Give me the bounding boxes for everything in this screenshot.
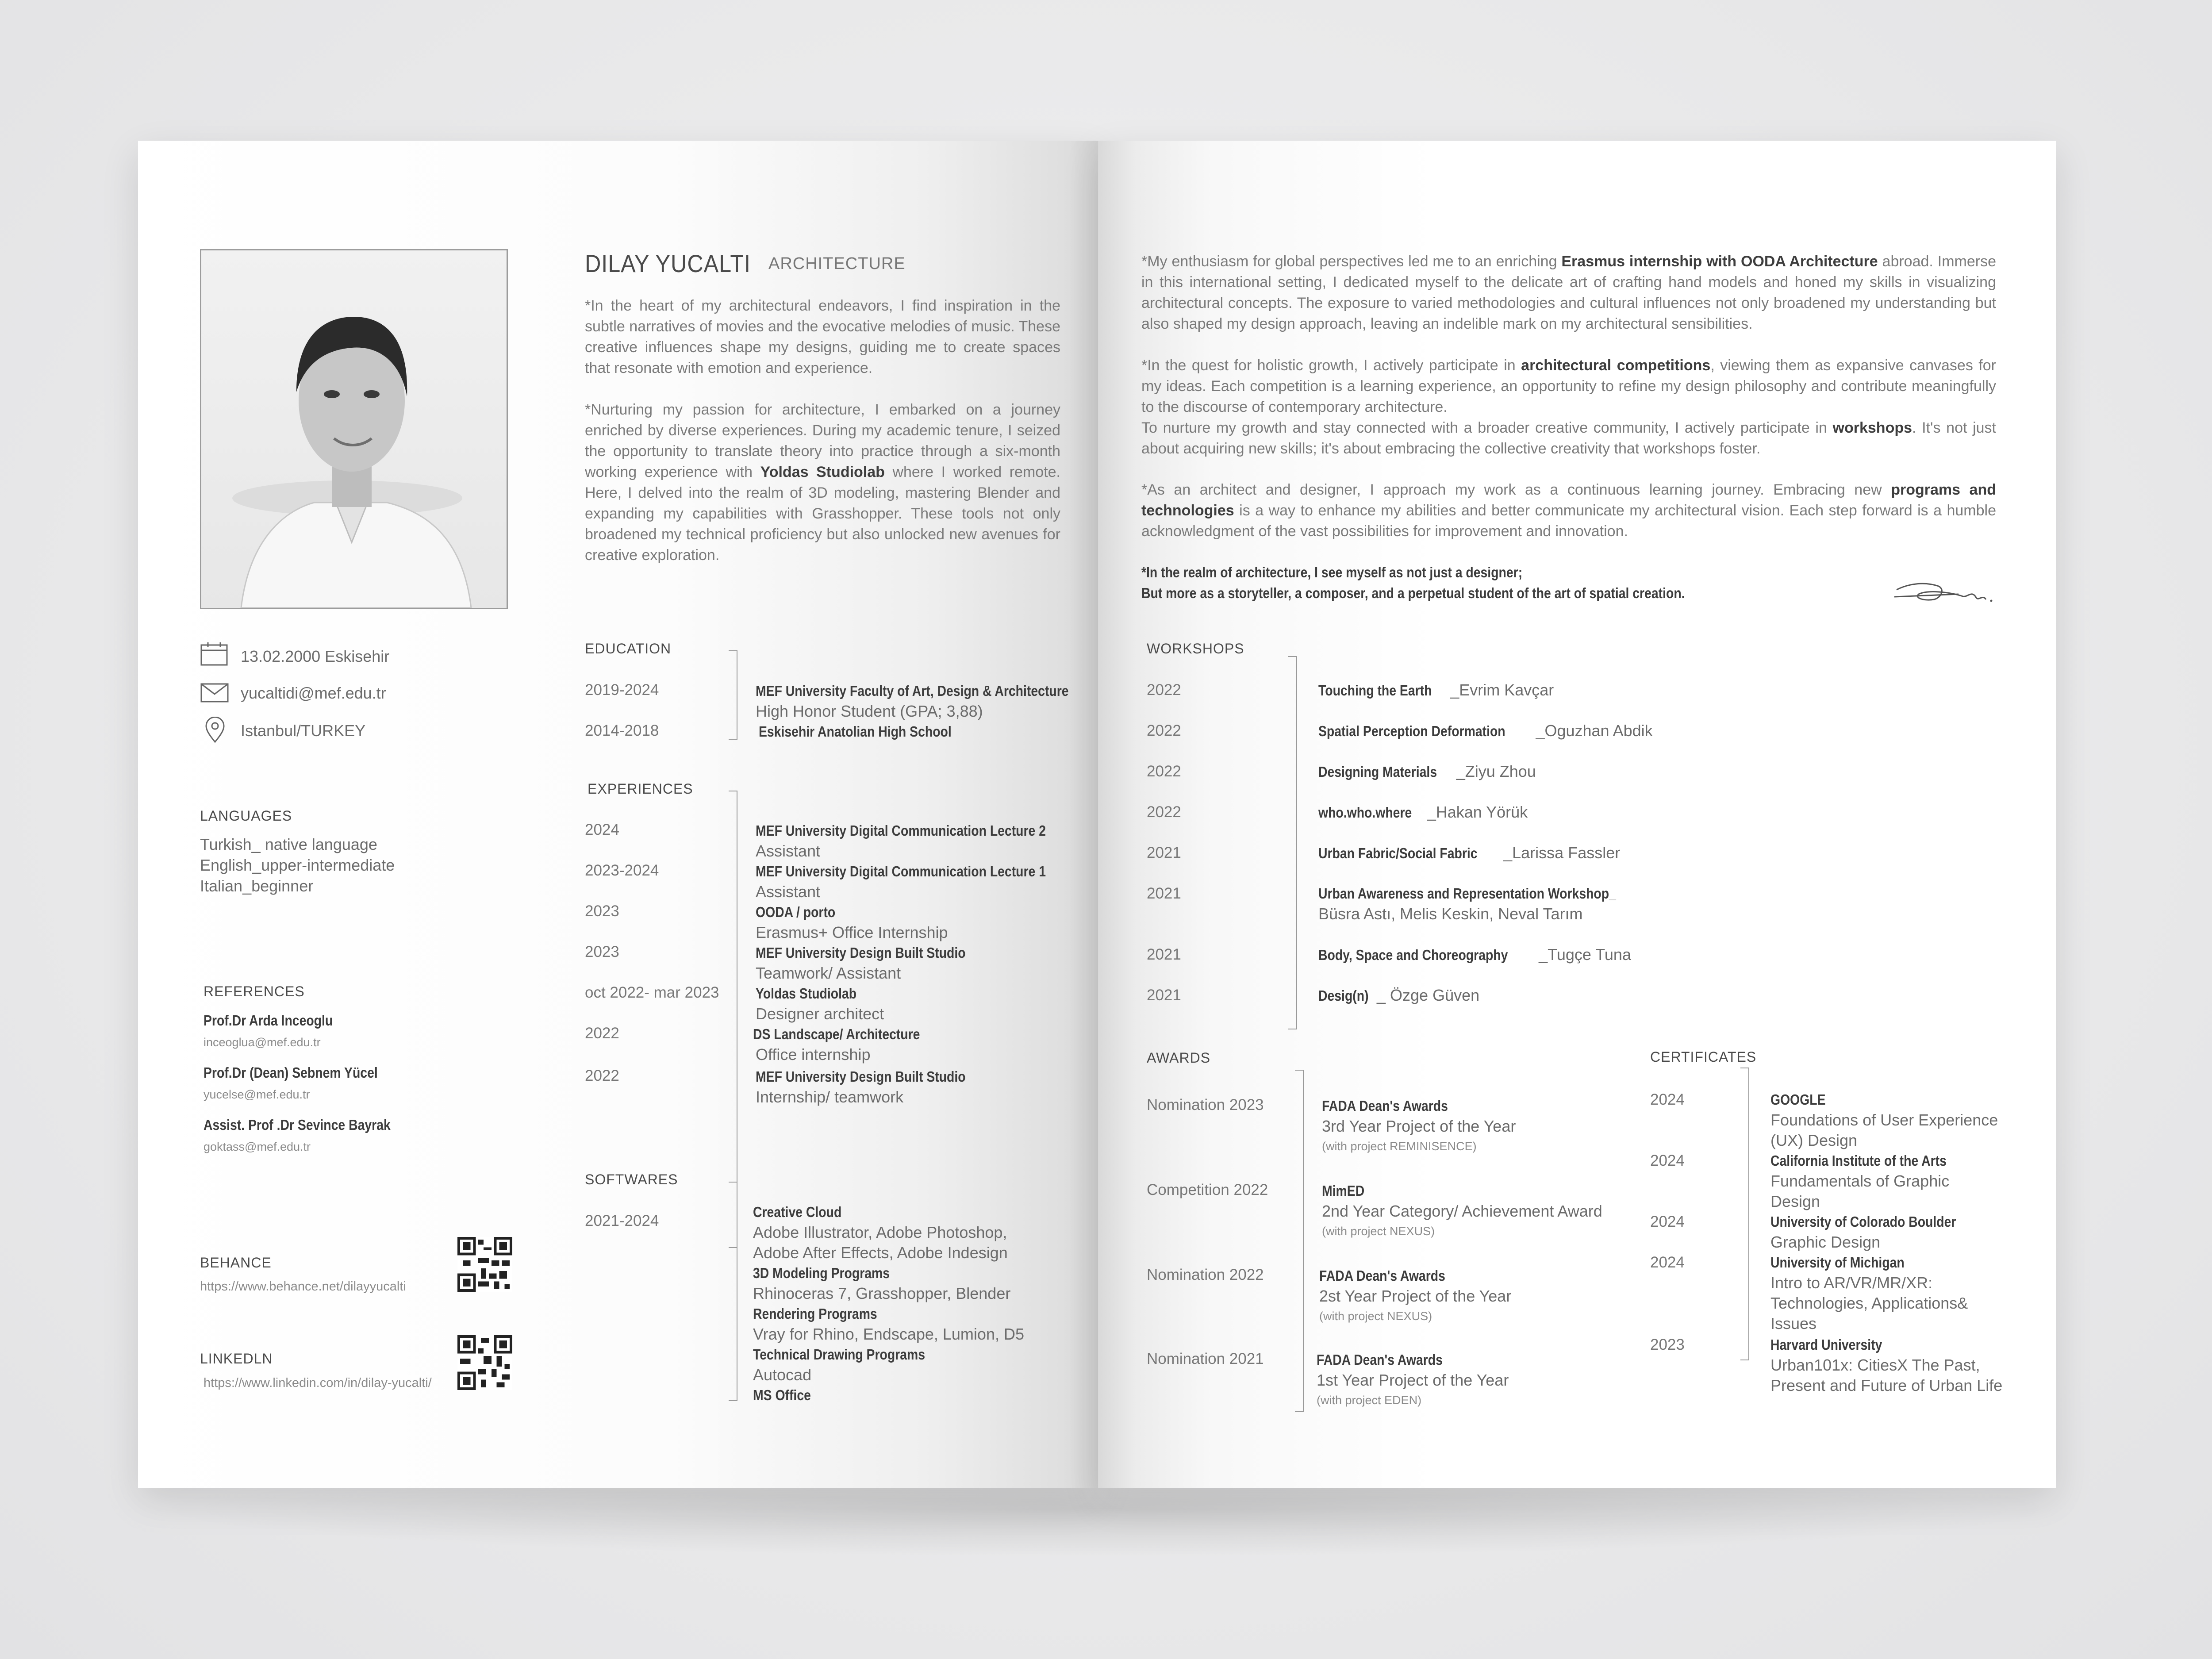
exp-sub-4: Teamwork/ Assistant: [756, 964, 901, 982]
awards-bracket: [1295, 1070, 1304, 1412]
cert-title-2: California Institute of the Arts: [1770, 1152, 1947, 1169]
exp-sub-2: Assistant: [756, 883, 821, 901]
workshop-6-person: Büsra Astı, Melis Keskin, Neval Tarım: [1318, 905, 1583, 923]
cert-title-4: University of Michigan: [1770, 1254, 1905, 1271]
right-p3c: is a way to enhance my abilities and better communicate my architectural vision. Each step forward is a humble acknowledgment of the vast possibilities for improvement and innovation.: [1141, 502, 1996, 540]
software-group-4-title: Technical Drawing Programs: [753, 1346, 926, 1363]
cert-line-3-1: Graphic Design: [1770, 1233, 1881, 1251]
workshop-1: [1318, 680, 1554, 701]
award-title-4: FADA Dean's Awards: [1317, 1352, 1443, 1368]
award-sub-3: 2st Year Project of the Year: [1319, 1287, 1512, 1305]
workshop-5-title: Urban Fabric/Social Fabric: [1318, 845, 1478, 861]
award-sub-4: 1st Year Project of the Year: [1317, 1371, 1509, 1389]
right-p1c: abroad. Immerse in this international setting, I dedicated myself to the delicate art of crafting hand models and honed my skills in visualizing architectural concepts. The exposure to varied methodologies and cultural influences not only broadened my understanding but also shaped my design approach, leaving an indelible mark on my architectural sensibilities.: [1141, 253, 1996, 332]
workshop-3-title: Designing Materials: [1318, 764, 1437, 780]
workshop-4-title: who.who.where: [1318, 804, 1412, 821]
workshop-year-3: 2022: [1147, 763, 1181, 780]
award-note-2: (with project NEXUS): [1322, 1225, 1435, 1238]
software-group-1-title: Creative Cloud: [753, 1204, 842, 1220]
award-year-2: Competition 2022: [1147, 1181, 1268, 1198]
education-heading: EDUCATION: [585, 641, 672, 657]
cert-line-4-2: Technologies, Applications&: [1770, 1294, 1968, 1312]
right-p1b: Erasmus internship with OODA Architecture: [1561, 253, 1878, 270]
software-group-3-title: Rendering Programs: [753, 1306, 877, 1322]
workshop-2: [1318, 720, 1653, 741]
reference-1-email[interactable]: inceoglua@mef.edu.tr: [204, 1036, 321, 1049]
softwares-year: 2021-2024: [585, 1212, 659, 1229]
cert-title-3: University of Colorado Boulder: [1770, 1214, 1956, 1230]
cert-title-5: Harvard University: [1770, 1336, 1882, 1353]
workshop-8: [1318, 985, 1479, 1006]
workshop-2-title: Spatial Perception Deformation: [1318, 723, 1505, 739]
award-year-1: Nomination 2023: [1147, 1096, 1264, 1114]
workshop-year-2: 2022: [1147, 722, 1181, 739]
linkedin-qr-code-icon[interactable]: [457, 1335, 512, 1390]
workshop-1-person: _Evrim Kavçar: [1450, 681, 1554, 699]
language-1: Turkish_ native language: [200, 835, 377, 853]
right-p3b: programs and technologies: [1141, 481, 1997, 519]
language-2: English_upper-intermediate: [200, 856, 395, 874]
cert-year-5: 2023: [1650, 1336, 1685, 1353]
right-paragraph-1: [1141, 251, 1996, 334]
linkedin-url[interactable]: https://www.linkedin.com/in/dilay-yucalti/: [204, 1376, 432, 1390]
reference-3-name: Assist. Prof .Dr Sevince Bayrak: [204, 1117, 391, 1133]
cert-line-4-1: Intro to AR/VR/MR/XR:: [1770, 1274, 1933, 1292]
exp-title-3: OODA / porto: [756, 904, 836, 920]
name-title: DILAY YUCALTI: [585, 250, 751, 277]
softwares-heading: SOFTWARES: [585, 1171, 678, 1187]
right-p1a: *My enthusiasm for global perspectives led me to an enriching: [1141, 253, 1562, 270]
softwares-bracket: [729, 1182, 737, 1401]
cert-year-1: 2024: [1650, 1091, 1685, 1108]
exp-title-5: Yoldas Studiolab: [756, 985, 857, 1002]
software-group-1-line-2: Adobe After Effects, Adobe Indesign: [753, 1244, 1008, 1262]
workshop-6-title: Urban Awareness and Representation Workshop_: [1318, 885, 1616, 902]
exp-year-6: 2022: [585, 1025, 619, 1042]
award-year-3: Nomination 2022: [1147, 1266, 1264, 1283]
references-heading: REFERENCES: [204, 983, 305, 999]
right-paragraph-2: [1141, 355, 1996, 459]
cert-line-1-2: (UX) Design: [1770, 1131, 1858, 1149]
right-paragraph-3: [1141, 480, 1996, 542]
language-3: Italian_beginner: [200, 877, 314, 895]
exp-year-1: 2024: [585, 821, 619, 838]
cert-line-5-2: Present and Future of Urban Life: [1770, 1376, 2003, 1394]
education-title-2: Eskisehir Anatolian High School: [759, 723, 952, 740]
location: Istanbul/TURKEY: [241, 722, 366, 740]
reference-3-email[interactable]: goktass@mef.edu.tr: [204, 1140, 311, 1153]
intro-p2c: where I worked remote. Here, I delved into the realm of 3D modeling, mastering Blender and expanding my capabilities with Grasshopper. These tools not only broadened my technical proficiency but also unlocked new avenues for creative exploration.: [585, 464, 1060, 564]
workshop-4-person: _Hakan Yörük: [1427, 803, 1528, 821]
exp-year-7: 2022: [585, 1067, 619, 1084]
workshop-year-6: 2021: [1147, 885, 1181, 902]
intro-p2a: *Nurturing my passion for architecture, I embarked on a journey enriched by diverse experiences. During my academic tenure, I seized the opportunity to translate theory into practice through a six-month working experience with: [585, 401, 1060, 480]
education-year-1: 2019-2024: [585, 681, 659, 699]
location-pin-icon: [204, 717, 226, 745]
exp-sub-1: Assistant: [756, 842, 821, 860]
workshop-7: [1318, 944, 1631, 965]
exp-year-3: 2023: [585, 902, 619, 920]
software-group-2-title: 3D Modeling Programs: [753, 1265, 890, 1281]
behance-url[interactable]: https://www.behance.net/dilayyucalti: [200, 1279, 406, 1294]
experiences-heading: EXPERIENCES: [588, 781, 693, 797]
exp-sub-5: Designer architect: [756, 1005, 884, 1023]
reference-2-name: Prof.Dr (Dean) Sebnem Yücel: [204, 1064, 378, 1081]
workshops-bracket: [1288, 656, 1297, 1029]
intro-paragraph-1: *In the heart of my architectural endeavors, I find inspiration in the subtle narratives of movies and the evocative melodies of music. These creative influences shape my designs, guiding me to create spaces that resonate with emotion and experience.: [585, 297, 1060, 376]
field-title: ARCHITECTURE: [768, 254, 906, 273]
reference-1-name: Prof.Dr Arda Inceoglu: [204, 1012, 333, 1029]
closing-line-1: *In the realm of architecture, I see myself as not just a designer;: [1141, 564, 1523, 580]
cert-line-2-2: Design: [1770, 1192, 1820, 1210]
right-p2a: *In the quest for holistic growth, I actively participate in: [1141, 357, 1521, 374]
certificates-bracket: [1740, 1068, 1749, 1360]
cert-year-2: 2024: [1650, 1152, 1685, 1169]
right-p2d: To nurture my growth and stay connected with a broader creative community, I actively participate in: [1141, 419, 1833, 436]
workshop-year-1: 2022: [1147, 681, 1181, 699]
workshop-year-5: 2021: [1147, 844, 1181, 861]
right-page: [1098, 141, 2056, 1488]
birth-info: 13.02.2000 Eskisehir: [241, 647, 390, 665]
workshops-heading: WORKSHOPS: [1147, 641, 1244, 657]
award-title-3: FADA Dean's Awards: [1319, 1267, 1445, 1284]
exp-year-4: 2023: [585, 943, 619, 960]
award-sub-1: 3rd Year Project of the Year: [1322, 1117, 1516, 1135]
intro-paragraph-2: [585, 399, 1060, 566]
software-group-4-line-1: Autocad: [753, 1366, 812, 1384]
workshop-4: [1318, 802, 1528, 823]
workshop-2-person: _Oguzhan Abdik: [1536, 722, 1653, 740]
workshop-7-person: _Tugçe Tuna: [1539, 945, 1631, 964]
awards-heading: AWARDS: [1147, 1050, 1211, 1066]
right-p2e: workshops: [1832, 419, 1912, 436]
left-page: [138, 141, 1098, 1488]
award-year-4: Nomination 2021: [1147, 1350, 1264, 1367]
certificates-heading: CERTIFICATES: [1650, 1049, 1757, 1065]
workshop-5: [1318, 842, 1620, 864]
education-title-1: MEF University Faculty of Art, Design & Architecture: [756, 683, 1069, 699]
exp-sub-6: Office internship: [756, 1045, 871, 1064]
workshop-8-title: Desig(n): [1318, 987, 1369, 1004]
award-title-2: MimED: [1322, 1183, 1365, 1199]
exp-year-5: oct 2022- mar 2023: [585, 984, 719, 1001]
email[interactable]: yucaltidi@mef.edu.tr: [241, 684, 386, 702]
reference-2-email[interactable]: yucelse@mef.edu.tr: [204, 1088, 310, 1101]
award-note-1: (with project REMINISENCE): [1322, 1140, 1477, 1153]
workshop-year-4: 2022: [1147, 803, 1181, 821]
exp-sub-7: Internship/ teamwork: [756, 1088, 904, 1106]
closing-line-2: But more as a storyteller, a composer, and a perpetual student of the art of spatial creation.: [1141, 585, 1685, 601]
exp-title-4: MEF University Design Built Studio: [756, 945, 966, 961]
workshop-year-8: 2021: [1147, 987, 1181, 1004]
cert-line-4-3: Issues: [1770, 1314, 1817, 1333]
calendar-icon: [200, 641, 228, 668]
education-year-2: 2014-2018: [585, 722, 659, 739]
workshop-3-person: _Ziyu Zhou: [1456, 762, 1536, 780]
education-sub-1: High Honor Student (GPA; 3,88): [756, 702, 983, 720]
cert-line-2-1: Fundamentals of Graphic: [1770, 1172, 1950, 1190]
right-p2f: . It's not just about acquiring new skills; it's about embracing the collective creativity that workshops foster.: [1141, 419, 1997, 457]
cert-line-1-1: Foundations of User Experience: [1770, 1111, 1998, 1129]
workshop-8-person: _ Özge Güven: [1377, 986, 1480, 1004]
software-group-1-line-1: Adobe Illustrator, Adobe Photoshop,: [753, 1223, 1007, 1241]
right-p3a: *As an architect and designer, I approach my work as a continuous learning journey. Embracing new: [1141, 481, 1891, 498]
right-p2c: , viewing them as expansive canvases for my ideas. Each competition is a learning experience, an opportunity to refine my design philosophy and contribute meaningfully to the discourse of contemporary architecture.: [1141, 357, 1996, 415]
cert-line-5-1: Urban101x: CitiesX The Past,: [1770, 1356, 1980, 1374]
intro-p2b: Yoldas Studiolab: [760, 464, 885, 480]
award-note-3: (with project NEXUS): [1319, 1310, 1432, 1323]
exp-title-7: MEF University Design Built Studio: [756, 1068, 966, 1085]
workshop-7-title: Body, Space and Choreography: [1318, 947, 1508, 963]
signature-icon: [1892, 576, 1994, 610]
education-bracket: [729, 650, 737, 740]
workshop-1-title: Touching the Earth: [1318, 682, 1432, 699]
languages-heading: LANGUAGES: [200, 808, 292, 824]
award-note-4: (with project EDEN): [1317, 1394, 1422, 1407]
award-sub-2: 2nd Year Category/ Achievement Award: [1322, 1202, 1602, 1220]
portrait-photo: [200, 249, 508, 609]
workshop-year-7: 2021: [1147, 946, 1181, 963]
software-group-5-title: MS Office: [753, 1387, 811, 1403]
workshop-5-person: _Larissa Fassler: [1503, 844, 1621, 862]
cert-title-1: GOOGLE: [1770, 1091, 1826, 1108]
behance-heading: BEHANCE: [200, 1255, 272, 1271]
exp-year-2: 2023-2024: [585, 862, 659, 879]
exp-title-2: MEF University Digital Communication Lecture 1: [756, 863, 1046, 879]
exp-title-6: DS Landscape/ Architecture: [753, 1026, 920, 1042]
cert-year-3: 2024: [1650, 1213, 1685, 1230]
experiences-bracket: [729, 791, 737, 1248]
award-title-1: FADA Dean's Awards: [1322, 1098, 1448, 1114]
exp-title-1: MEF University Digital Communication Lecture 2: [756, 822, 1046, 839]
workshop-3: [1318, 761, 1536, 782]
linkedin-heading: LINKEDLN: [200, 1351, 273, 1367]
exp-sub-3: Erasmus+ Office Internship: [756, 923, 948, 941]
software-group-2-line-1: Rhinoceras 7, Grasshopper, Blender: [753, 1284, 1011, 1302]
right-p2b: architectural competitions: [1521, 357, 1711, 374]
software-group-3-line-1: Vray for Rhino, Endscape, Lumion, D5: [753, 1325, 1024, 1343]
cert-year-4: 2024: [1650, 1254, 1685, 1271]
behance-qr-code-icon[interactable]: [457, 1237, 512, 1292]
mail-icon: [200, 683, 229, 705]
